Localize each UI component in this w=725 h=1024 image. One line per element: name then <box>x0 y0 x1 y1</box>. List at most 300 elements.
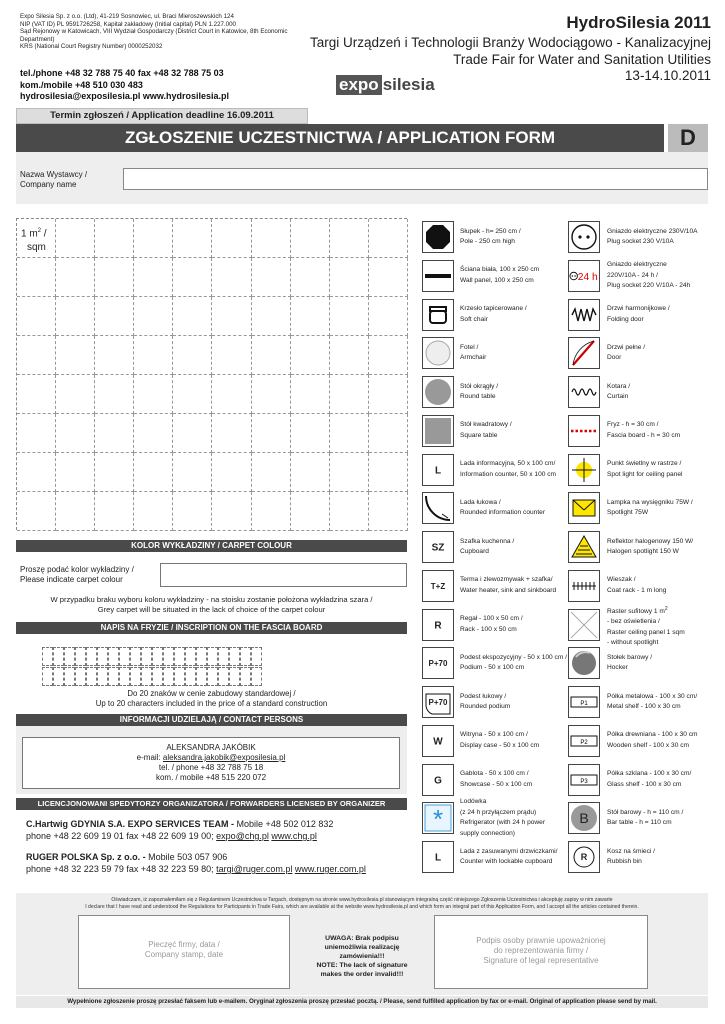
grid-cell[interactable] <box>56 336 95 375</box>
legend-label <box>607 847 655 868</box>
svg-text:R: R <box>580 852 588 863</box>
grid-cell[interactable] <box>56 258 95 297</box>
grid-cell[interactable] <box>173 219 212 258</box>
grid-cell[interactable] <box>252 258 291 297</box>
exposilesia-logo <box>336 76 435 94</box>
legend-label-pl: Stołek barowy / <box>607 653 653 661</box>
signature-box[interactable] <box>434 915 648 989</box>
legend-label-pl: Ściana biała, 100 x 250 cm <box>460 266 540 274</box>
grid-cell[interactable] <box>330 336 369 375</box>
fascia-char-box[interactable] <box>218 667 229 686</box>
grid-cell[interactable] <box>134 492 173 531</box>
sink-icon <box>422 570 454 602</box>
form-letter: D <box>668 124 708 152</box>
grid-cell[interactable] <box>212 375 251 414</box>
legend-label-en: Showcase - 50 x 100 cm <box>460 780 533 788</box>
company-email-web: hydrosilesia@exposilesia.pl www.hydrosilesia.pl <box>20 91 230 101</box>
footer-note: Wypełnione zgłoszenie proszę przesłać faksem lub e-mailem. Oryginał zgłoszenia proszę przesłać pocztą. / Please, send fulfilled application by fax or e-mail. Original of application please send by mail. <box>16 996 708 1008</box>
grid-cell[interactable] <box>17 258 56 297</box>
wooden-shelf-icon <box>568 725 600 757</box>
counter-icon <box>422 454 454 486</box>
fascia-char-box[interactable] <box>251 667 262 686</box>
company-line: NIP (VAT ID) PL 9591726258, Kapitał zakładowy (Initial capital) PLN 1.227.000 <box>20 20 236 28</box>
grid-cell[interactable] <box>212 492 251 531</box>
forwarders-header: LICENCJONOWANI SPEDYTORZY ORGANIZATORA / FORWARDERS LICENSED BY ORGANIZER <box>16 798 407 810</box>
fascia-input[interactable] <box>42 647 262 666</box>
legend-label-en: Refrigerator (with 24 h power <box>460 819 546 827</box>
grid-cell[interactable] <box>330 492 369 531</box>
forwarder-chg-web[interactable]: www.chg.pl <box>271 831 317 841</box>
fascia-char-box[interactable] <box>251 647 262 666</box>
refrigerator-icon <box>422 802 454 834</box>
grid-cell[interactable] <box>252 453 291 492</box>
legend-label-pl: Lampka na wysięgniku 75W / <box>607 498 693 506</box>
grid-cell[interactable] <box>369 375 408 414</box>
fascia-char-box[interactable] <box>174 667 185 686</box>
grid-cell[interactable] <box>291 492 330 531</box>
grid-cell[interactable] <box>369 492 408 531</box>
plug-socket-icon <box>568 221 600 253</box>
legend-label-pl: Reflektor halogenowy 150 W/ <box>607 537 694 545</box>
company-name-label-pl: Nazwa Wystawcy / <box>20 170 88 179</box>
grid-cell[interactable] <box>56 453 95 492</box>
fascia-char-box[interactable] <box>97 667 108 686</box>
legend-label <box>607 537 693 558</box>
legend-label <box>607 498 693 519</box>
forwarder-chg <box>26 818 333 842</box>
fascia-char-box[interactable] <box>75 667 86 686</box>
warning-line-2: uniemożliwia realizację zamówienia!!! <box>324 944 400 960</box>
grid-cell[interactable] <box>212 414 251 453</box>
fascia-char-box[interactable] <box>108 667 119 686</box>
curtain-icon <box>568 376 600 408</box>
grid-cell[interactable] <box>173 258 212 297</box>
fascia-char-box[interactable] <box>229 647 240 666</box>
legend-label-en: Hocker <box>607 664 628 672</box>
grid-cell[interactable] <box>252 219 291 258</box>
display-case-icon <box>422 725 454 757</box>
form-title: ZGŁOSZENIE UCZESTNICTWA / APPLICATION FORM <box>16 124 664 152</box>
legend-label-pl2: (z 24 h przyłączem prądu) <box>460 808 537 816</box>
grid-unit-en: sqm <box>27 242 46 254</box>
legend-label <box>460 797 545 839</box>
fascia-char-box[interactable] <box>119 647 130 666</box>
grid-cell[interactable] <box>17 414 56 453</box>
legend-label-pl: Gablota - 50 x 100 cm / <box>460 770 529 777</box>
grid-cell[interactable] <box>212 297 251 336</box>
legend-label-pl: Półka metalowa - 100 x 30 cm/ <box>607 692 698 700</box>
fascia-char-box[interactable] <box>53 667 64 686</box>
forwarder-ruger <box>26 851 366 875</box>
legend-label-en: Raster ceiling panel 1 sqm <box>607 628 685 636</box>
svg-text:W: W <box>433 736 443 748</box>
legend-label-en: Fascia board - h = 30 cm <box>607 431 681 439</box>
round-table-icon <box>422 376 454 408</box>
legend-label-en: Rubbish bin <box>607 858 642 865</box>
signature-label-3: Signature of legal representative <box>483 956 599 965</box>
forwarder-ruger-web[interactable]: www.ruger.com.pl <box>294 864 366 874</box>
legend-label-pl: Witryna - 50 x 100 cm / <box>460 731 528 739</box>
legend-label-en: Rack - 100 x 50 cm <box>460 625 517 633</box>
podium-icon <box>422 647 454 679</box>
legend-label-pl: Kotara / <box>607 382 631 390</box>
grid-cell[interactable] <box>291 336 330 375</box>
legend-label <box>460 227 521 248</box>
grid-unit-label <box>19 224 49 255</box>
fascia-char-box[interactable] <box>152 667 163 686</box>
legend-label <box>460 265 539 286</box>
stand-grid[interactable] <box>16 218 407 530</box>
contact-header: INFORMACJI UDZIELAJĄ / CONTACT PERSONS <box>16 714 407 726</box>
legend-label-en: Spot light for ceiling panel <box>607 470 683 478</box>
company-mobile: kom./mobile +48 510 030 483 <box>20 79 143 90</box>
carpet-note-pl: W przypadku braku wyboru koloru wykładziny - na stoisku zostanie położona wykładzina szara / <box>50 595 373 604</box>
legend-label <box>607 769 691 790</box>
grid-cell[interactable] <box>291 297 330 336</box>
svg-text:24 h: 24 h <box>577 271 598 283</box>
grid-cell[interactable] <box>330 258 369 297</box>
legend-label-en: Glass shelf - 100 x 30 cm <box>607 780 682 788</box>
grid-cell[interactable] <box>330 219 369 258</box>
grid-cell[interactable] <box>134 297 173 336</box>
logo-expo: expo <box>336 75 382 95</box>
legend-label-en: Round table <box>460 393 496 400</box>
legend-label-en: Wooden shelf - 100 x 30 cm <box>607 741 689 749</box>
grid-cell[interactable] <box>252 492 291 531</box>
deadline: Termin zgłoszeń / Application deadline 16.09.2011 <box>16 108 308 124</box>
legend-label <box>460 692 510 713</box>
grid-cell[interactable] <box>95 297 134 336</box>
fascia-note-pl: Do 20 znaków w cenie zabudowy standardowej / <box>127 689 296 698</box>
fascia-char-box[interactable] <box>64 647 75 666</box>
svg-text:P3: P3 <box>580 778 588 785</box>
grid-cell[interactable] <box>252 336 291 375</box>
company-line: Expo Silesia Sp. z o.o. (Ltd), 41-219 Sosnowiec, ul. Braci Mieroszewskich 124 <box>20 13 234 20</box>
legend-label-en2: - without spotlight <box>607 639 659 647</box>
grid-cell[interactable] <box>173 453 212 492</box>
carpet-label-pl: Proszę podać kolor wykładziny / <box>20 565 134 574</box>
plug-socket-24h-icon <box>568 260 600 292</box>
signature-label-1: Podpis osoby prawnie upoważnionej <box>476 936 606 945</box>
legend-label <box>460 653 567 674</box>
fascia-char-box[interactable] <box>130 647 141 666</box>
fascia-char-box[interactable] <box>86 647 97 666</box>
legend-label <box>607 343 645 364</box>
grid-unit: 1 m <box>21 228 38 240</box>
company-name-label-en: Company name <box>20 180 77 189</box>
fascia-char-box[interactable] <box>108 647 119 666</box>
carpet-label <box>20 565 134 585</box>
legend-label <box>607 575 666 596</box>
fascia-char-box[interactable] <box>196 647 207 666</box>
legend-label-pl2: 220V/10A - 24 h / <box>607 271 658 279</box>
legend-label-en2: supply connection) <box>460 829 515 837</box>
fascia-char-box[interactable] <box>218 647 229 666</box>
grid-cell[interactable] <box>212 336 251 375</box>
company-name-input[interactable] <box>123 168 708 190</box>
grid-cell[interactable] <box>95 258 134 297</box>
grid-cell[interactable] <box>56 297 95 336</box>
grid-cell[interactable] <box>252 375 291 414</box>
carpet-label-en: Please indicate carpet colour <box>20 575 123 584</box>
legend-label-pl: Raster sufitowy 1 m <box>607 607 665 615</box>
legend-label-en: Armchair <box>460 354 487 362</box>
carpet-colour-input[interactable] <box>160 563 407 587</box>
grid-cell[interactable] <box>212 453 251 492</box>
metal-shelf-icon <box>568 686 600 718</box>
fascia-char-box[interactable] <box>240 647 251 666</box>
grid-cell[interactable] <box>95 492 134 531</box>
fascia-char-box[interactable] <box>185 647 196 666</box>
logo-silesia: silesia <box>382 75 435 94</box>
warning-line-4: makes the order invalid!!! <box>320 971 404 978</box>
legend-label-en: Curtain <box>607 393 629 400</box>
legend-label-en: Podium - 50 x 100 cm <box>460 664 525 672</box>
grid-cell[interactable] <box>252 414 291 453</box>
warning-line-1: UWAGA: Brak podpisu <box>325 935 399 942</box>
grid-unit-suffix: / <box>41 228 47 240</box>
grid-cell[interactable] <box>212 219 251 258</box>
legend-label-en: Plug socket 220 V/10A - 24h <box>607 282 691 289</box>
grid-cell[interactable] <box>56 375 95 414</box>
event-header <box>310 13 711 83</box>
fascia-char-box[interactable] <box>141 667 152 686</box>
hocker-icon <box>568 647 600 679</box>
legend-label-en: Bar table - h = 110 cm <box>607 819 672 827</box>
fascia-note-en: Up to 20 characters included in the price of a standard construction <box>95 699 328 708</box>
fascia-char-box[interactable] <box>75 647 86 666</box>
fascia-char-box[interactable] <box>42 647 53 666</box>
grid-cell[interactable] <box>56 414 95 453</box>
legend-label-pl: Stół okrągły / <box>460 382 499 390</box>
grid-cell[interactable] <box>95 375 134 414</box>
legend-label-sup: 2 <box>664 605 668 612</box>
legend-label <box>460 847 557 868</box>
grid-cell[interactable] <box>95 414 134 453</box>
legend-label-en: Soft chair <box>460 315 488 323</box>
legend-label <box>607 459 683 480</box>
legend-label <box>460 575 556 596</box>
grid-cell[interactable] <box>369 453 408 492</box>
armchair-icon <box>422 337 454 369</box>
legend-label-pl: Drzwi harmonijkowe / <box>607 305 670 312</box>
grid-cell[interactable] <box>330 297 369 336</box>
legend-label <box>460 304 527 325</box>
forwarder-chg-phone: phone +48 22 609 19 01 fax +48 22 609 19 00; <box>26 831 217 841</box>
grid-cell[interactable] <box>17 453 56 492</box>
stamp-label-en: Company stamp, date <box>144 950 224 959</box>
grid-cell[interactable] <box>17 336 56 375</box>
legend-label <box>607 420 680 441</box>
grid-cell[interactable] <box>291 375 330 414</box>
door-icon <box>568 337 600 369</box>
legend-label-pl: Krzesło tapicerowane / <box>460 305 527 312</box>
legend-label <box>607 227 698 248</box>
forwarder-ruger-mobile: Mobile 503 057 906 <box>148 852 228 862</box>
fascia-char-box[interactable] <box>163 647 174 666</box>
grid-cell[interactable] <box>95 219 134 258</box>
fascia-char-box[interactable] <box>119 667 130 686</box>
legend-label <box>460 382 498 403</box>
grid-cell[interactable] <box>291 258 330 297</box>
svg-text:SZ: SZ <box>431 542 445 554</box>
signature-label-2: do reprezentowania firmy / <box>493 946 589 955</box>
forwarder-ruger-name: RUGER POLSKA Sp. z o.o. - <box>26 852 149 862</box>
legend-label <box>607 604 685 649</box>
coat-rack-icon <box>568 570 600 602</box>
grid-unit-sup: 2 <box>37 228 42 234</box>
svg-text:P+70: P+70 <box>428 659 448 669</box>
svg-text:*: * <box>432 804 444 833</box>
fascia-char-box[interactable] <box>141 647 152 666</box>
fascia-char-box[interactable] <box>86 667 97 686</box>
signature-warning <box>302 934 422 979</box>
grid-cell[interactable] <box>134 414 173 453</box>
grid-cell[interactable] <box>369 258 408 297</box>
legend-label <box>607 692 697 713</box>
legend-label-en: Information counter, 50 x 100 cm <box>460 470 557 478</box>
grid-cell[interactable] <box>369 297 408 336</box>
legend-label-pl: Półka drewniana - 100 x 30 cm <box>607 731 698 739</box>
fascia-char-box[interactable] <box>53 647 64 666</box>
ceiling-panel-icon <box>568 609 600 641</box>
carpet-note <box>16 595 407 615</box>
company-name-label <box>20 170 87 190</box>
grid-cell[interactable] <box>134 453 173 492</box>
forwarder-chg-name: C.Hartwig GDYNIA S.A. EXPO SERVICES TEAM - <box>26 819 237 829</box>
event-title: HydroSilesia 2011 <box>566 13 711 32</box>
grid-cell[interactable] <box>173 375 212 414</box>
legend-label-pl: Podest ekspozycyjny - 50 x 100 cm / <box>460 653 568 661</box>
carpet-header: KOLOR WYKŁADZINY / CARPET COLOUR <box>16 540 407 552</box>
contact-mobile: kom. / mobile +48 515 220 072 <box>155 773 267 782</box>
legend-label-en: Square table <box>460 431 498 439</box>
grid-cell[interactable] <box>17 375 56 414</box>
event-dates: 13-14.10.2011 <box>624 68 711 83</box>
fascia-char-box[interactable] <box>207 647 218 666</box>
halogen-icon <box>568 531 600 563</box>
fascia-input-row2[interactable] <box>42 667 262 686</box>
legend-label-en: Coat rack - 1 m long <box>607 586 667 594</box>
fascia-char-box[interactable] <box>42 667 53 686</box>
chair-icon <box>422 299 454 331</box>
company-stamp-box[interactable] <box>78 915 290 989</box>
legend-label-en: Pole - 250 cm high <box>460 238 515 245</box>
grid-cell[interactable] <box>252 297 291 336</box>
grid-cell[interactable] <box>330 414 369 453</box>
event-subtitle-en: Trade Fair for Water and Sanitation Utilities <box>453 52 711 67</box>
fascia-char-box[interactable] <box>207 667 218 686</box>
legend-label <box>460 459 556 480</box>
forwarder-chg-email[interactable]: expo@chg.pl <box>216 831 269 841</box>
glass-shelf-icon <box>568 764 600 796</box>
grid-cell[interactable] <box>369 414 408 453</box>
fascia-char-box[interactable] <box>196 667 207 686</box>
grid-cell[interactable] <box>134 219 173 258</box>
grid-cell[interactable] <box>369 336 408 375</box>
fascia-char-box[interactable] <box>185 667 196 686</box>
event-subtitle-pl: Targi Urządzeń i Technologii Branży Wodociągowo - Kanalizacyjnej <box>310 35 711 50</box>
legend-label-en: Rounded podium <box>460 703 511 710</box>
octagon-pole-icon <box>422 221 454 253</box>
grid-cell[interactable] <box>173 414 212 453</box>
declaration-pl: Oświadczam, iż zapoznałem/łam się z Regulaminem Uczestnictwa w Targach, dostępnym na stronie www.hydrosilesia.pl stanowiącym integralną część niniejszego Zgłoszenia Uczestnictwa i akceptuję zapisy w nim zawarte <box>111 897 613 903</box>
company-phone: tel./phone +48 32 788 75 40 fax +48 32 788 75 03 <box>20 68 224 78</box>
forwarder-ruger-email[interactable]: targi@ruger.com.pl <box>216 864 293 874</box>
legend-label <box>607 730 698 751</box>
grid-cell[interactable] <box>17 492 56 531</box>
grid-cell[interactable] <box>56 219 95 258</box>
legend-label-pl: Terma i zlewozmywak + szafka/ <box>460 576 553 584</box>
grid-cell[interactable] <box>56 492 95 531</box>
grid-cell[interactable] <box>291 414 330 453</box>
legend-label-en: Cupboard <box>460 548 489 555</box>
svg-text:G: G <box>434 775 442 786</box>
grid-cell[interactable] <box>134 336 173 375</box>
svg-text:T+Z: T+Z <box>430 581 446 591</box>
grid-cell[interactable] <box>173 492 212 531</box>
fascia-char-box[interactable] <box>229 667 240 686</box>
svg-text:R: R <box>434 620 442 631</box>
fascia-char-box[interactable] <box>130 667 141 686</box>
legend-label-pl: Regał - 100 x 50 cm / <box>460 615 523 622</box>
legend-label-pl: Wieszak / <box>607 576 636 584</box>
contact-card <box>22 737 400 789</box>
square-table-icon <box>422 415 454 447</box>
showcase-icon <box>422 764 454 796</box>
fascia-char-box[interactable] <box>64 667 75 686</box>
legend-label-pl2: - bez oświetlenia / <box>607 618 660 626</box>
grid-cell[interactable] <box>134 258 173 297</box>
spotlight-panel-icon <box>568 454 600 486</box>
svg-text:L: L <box>434 465 442 476</box>
legend-label-en: Spotlight 75W <box>607 509 649 517</box>
grid-cell[interactable] <box>330 453 369 492</box>
legend-label <box>460 730 539 751</box>
grid-cell[interactable] <box>291 219 330 258</box>
warning-line-3: NOTE: The lack of signature <box>316 962 408 969</box>
fascia-note <box>16 689 407 709</box>
contact-name: ALEKSANDRA JAKÓBIK <box>166 743 256 752</box>
grid-cell[interactable] <box>173 297 212 336</box>
fascia-char-box[interactable] <box>163 667 174 686</box>
grid-cell[interactable] <box>369 219 408 258</box>
grid-cell[interactable] <box>17 297 56 336</box>
wall-line-icon <box>422 260 454 292</box>
legend-label-en: Folding door <box>607 315 644 323</box>
fascia-char-box[interactable] <box>97 647 108 666</box>
contact-email-link[interactable]: aleksandra.jakobik@exposilesia.pl <box>162 753 286 762</box>
fascia-header: NAPIS NA FRYZIE / INSCRIPTION ON THE FASCIA BOARD <box>16 622 407 634</box>
contact-phone: tel. / phone +48 32 788 75 18 <box>158 763 264 772</box>
fascia-char-box[interactable] <box>152 647 163 666</box>
svg-text:P2: P2 <box>580 739 588 746</box>
grid-cell[interactable] <box>95 336 134 375</box>
grid-cell[interactable] <box>173 336 212 375</box>
grid-cell[interactable] <box>134 375 173 414</box>
grid-cell[interactable] <box>330 375 369 414</box>
fascia-char-box[interactable] <box>174 647 185 666</box>
grid-cell[interactable] <box>95 453 134 492</box>
legend-label-pl: Kosz na śmieci / <box>607 847 656 855</box>
legend-label-pl: Lodówka <box>460 798 487 806</box>
grid-cell[interactable] <box>212 258 251 297</box>
legend-label-en: Halogen spotlight 150 W <box>607 548 679 555</box>
fascia-char-box[interactable] <box>240 667 251 686</box>
lockable-counter-icon <box>422 841 454 873</box>
grid-cell[interactable] <box>291 453 330 492</box>
legend-label-pl: Lada łukowa / <box>460 498 501 506</box>
